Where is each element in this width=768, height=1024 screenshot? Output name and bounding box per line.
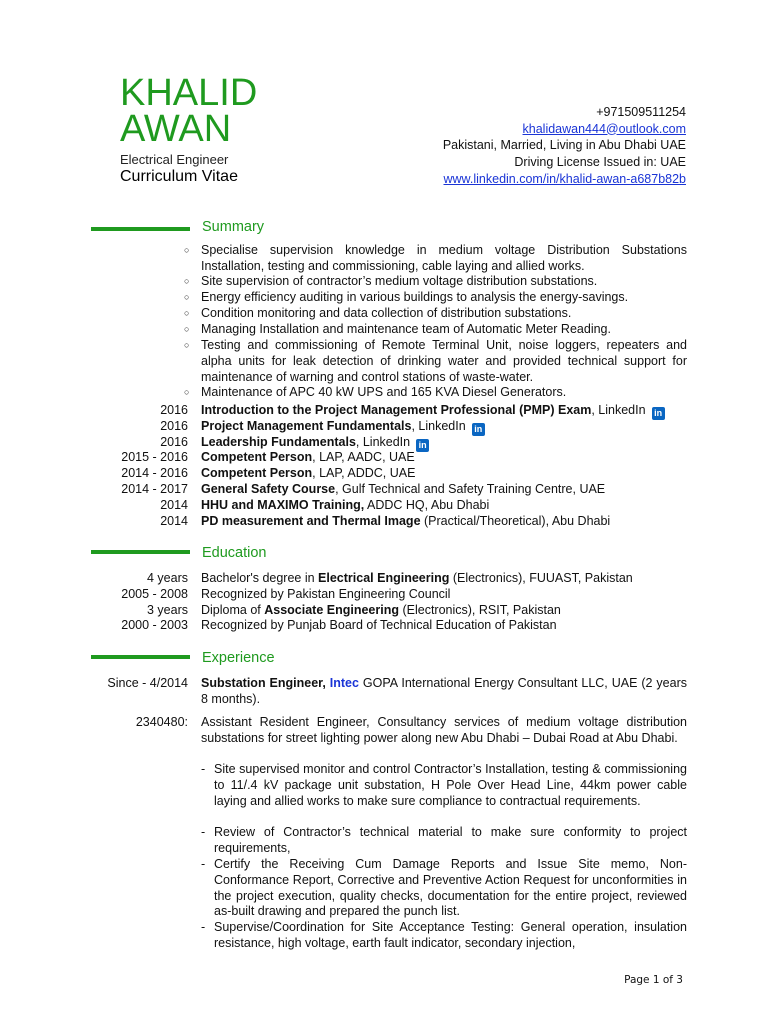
bullet-icon: ○ xyxy=(184,324,190,334)
course-text xyxy=(201,498,687,514)
job-description: Substation Engineer, Intec GOPA International Energy Consultant LLC, UAE (2 years 8 months). xyxy=(201,676,687,706)
duty-text: Review of Contractor’s technical material to make sure conformity to project requirements, xyxy=(214,825,687,855)
course-year: 2014 xyxy=(160,497,188,512)
bullet-icon: ○ xyxy=(184,245,190,255)
section-divider xyxy=(91,655,190,659)
bullet-icon: ○ xyxy=(184,387,190,397)
section-divider xyxy=(91,227,190,231)
duty-text: Supervise/Coordination for Site Acceptance Testing: General operation, insulation resistance, high voltage, earth fault indicator, secondary injection, xyxy=(214,920,687,950)
course-text xyxy=(201,403,687,420)
education-period: 3 years xyxy=(147,602,188,617)
duty-text: Certify the Receiving Cum Damage Reports and Issue Site memo, Non-Conformance Report, Corrective and Preventive Action Request for unconformities in the project execution, quality checks, documentation for the entire project, reviewed as-built drawing and prepared the punch list. xyxy=(214,857,687,919)
course-title: HHU and MAXIMO Training, xyxy=(201,497,365,512)
course-year: 2014 xyxy=(160,513,188,528)
section-heading-summary: Summary xyxy=(202,219,265,235)
education-period: 2000 - 2003 xyxy=(121,618,188,633)
name-first: KHALID xyxy=(120,72,258,114)
linkedin-icon[interactable]: in xyxy=(652,407,665,420)
course-org: ADDC HQ, Abu Dhabi xyxy=(364,497,490,512)
license-info: Driving License Issued in: UAE xyxy=(514,154,686,169)
linkedin-icon[interactable]: in xyxy=(472,423,485,436)
summary-text: Maintenance of APC 40 kW UPS and 165 KVA Diesel Generators. xyxy=(201,385,567,399)
education-period: 4 years xyxy=(147,571,188,585)
course-title: Project Management Fundamentals xyxy=(201,418,412,433)
linkedin-link[interactable]: www.linkedin.com/in/khalid-awan-a687b82b xyxy=(443,172,686,186)
section-heading-education: Education xyxy=(202,545,267,561)
personal-info: Pakistani, Married, Living in Abu Dhabi UAE xyxy=(442,138,686,152)
name-last: AWAN xyxy=(120,108,232,150)
summary-text: Specialise supervision knowledge in medium voltage Distribution Substations Installation, testing and commissioning, cable laying and allied works. xyxy=(201,243,687,273)
dash-marker: - xyxy=(201,920,206,934)
project-code: 2340480: xyxy=(135,715,188,729)
section-divider xyxy=(91,550,190,554)
phone: +971509511254 xyxy=(596,105,686,119)
course-title: PD measurement and Thermal Image xyxy=(201,513,421,528)
email-link[interactable]: khalidawan444@outlook.com xyxy=(522,121,686,136)
course-title: Competent Person xyxy=(201,466,313,481)
course-org: , LinkedIn xyxy=(355,434,411,449)
summary-text: Condition monitoring and data collection of distribution substations. xyxy=(201,306,572,320)
bullet-icon: ○ xyxy=(184,276,190,286)
course-org: , LAP, AADC, UAE xyxy=(312,450,415,465)
course-org: , LinkedIn xyxy=(411,418,466,433)
course-text xyxy=(201,482,687,498)
dash-marker: - xyxy=(201,825,206,839)
course-text xyxy=(201,514,687,530)
summary-text: Managing Installation and maintenance team of Automatic Meter Reading. xyxy=(201,322,611,336)
course-title: Leadership Fundamentals xyxy=(201,434,356,449)
bullet-icon: ○ xyxy=(184,292,190,302)
job-period: Since - 4/2014 xyxy=(107,676,188,690)
job-title: Electrical Engineer xyxy=(120,152,229,167)
course-year: 2016 xyxy=(160,434,188,449)
course-org: , LAP, ADDC, UAE xyxy=(312,466,416,481)
dash-marker: - xyxy=(201,762,206,776)
duty-text: Site supervised monitor and control Contractor’s Installation, testing & commissioning to 11/.4 kV package unit substation, H Pole Over Head Line, 44km power cable laying and allied works to make sure compliance to contractual requirements. xyxy=(214,762,687,808)
education-period: 2005 - 2008 xyxy=(121,586,188,601)
project-description: Assistant Resident Engineer, Consultancy services of medium voltage distribution substations for street lighting power along new Abu Dhabi – Dubai Road at Abu Dhabi. xyxy=(201,715,687,745)
bullet-icon: ○ xyxy=(184,340,190,350)
course-org: (Practical/Theoretical), Abu Dhabi xyxy=(420,513,611,528)
education-text: Diploma of Associate Engineering (Electronics), RSIT, Pakistan xyxy=(201,602,561,617)
course-title: Introduction to the Project Management Professional (PMP) Exam xyxy=(201,403,592,417)
summary-text: Site supervision of contractor’s medium voltage distribution substations. xyxy=(201,274,598,288)
course-title: General Safety Course xyxy=(201,482,336,496)
course-org: , Gulf Technical and Safety Training Centre, UAE xyxy=(335,482,606,496)
contact-block xyxy=(443,104,686,188)
course-title: Competent Person xyxy=(201,450,313,465)
page-number: Page 1 of 3 xyxy=(624,974,683,986)
section-heading-experience: Experience xyxy=(202,650,275,666)
course-text xyxy=(201,450,687,466)
summary-text: Energy efficiency auditing in various buildings to analysis the energy-savings. xyxy=(201,290,629,304)
course-text xyxy=(201,435,687,452)
linkedin-icon[interactable]: in xyxy=(416,439,429,452)
course-text xyxy=(201,466,687,482)
course-year: 2016 xyxy=(160,418,188,433)
course-year: 2016 xyxy=(160,403,188,417)
education-text: Bachelor's degree in Electrical Engineering (Electronics), FUUAST, Pakistan xyxy=(201,571,633,585)
course-org: , LinkedIn xyxy=(591,403,646,417)
cv-label: Curriculum Vitae xyxy=(120,168,238,185)
education-text: Recognized by Punjab Board of Technical Education of Pakistan xyxy=(201,618,557,633)
education-text: Recognized by Pakistan Engineering Council xyxy=(201,586,451,601)
summary-text: Testing and commissioning of Remote Terminal Unit, noise loggers, repeaters and alpha units for leak detection of drinking water and provided technical support for maintenance of warning and control stations of waste-water. xyxy=(201,338,687,384)
course-year: 2014 - 2016 xyxy=(121,466,188,481)
course-year: 2015 - 2016 xyxy=(121,450,188,465)
bullet-icon: ○ xyxy=(184,308,190,318)
course-text xyxy=(201,419,687,436)
course-year: 2014 - 2017 xyxy=(121,482,188,496)
dash-marker: - xyxy=(201,857,206,871)
